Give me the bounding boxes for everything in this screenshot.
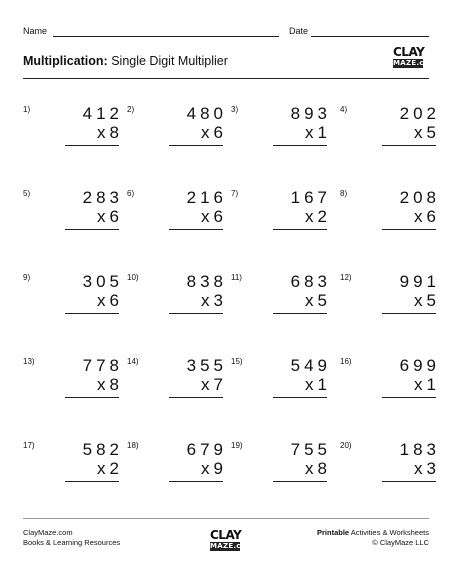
- claymaze-logo: [393, 45, 437, 68]
- problem-number: 13): [23, 357, 35, 366]
- problem-number: 12): [340, 273, 352, 282]
- multiplier: x6: [414, 207, 440, 226]
- multiplier: x2: [305, 207, 331, 226]
- multiplicand: 355: [186, 356, 227, 375]
- answer-line: [382, 481, 436, 482]
- multiplier: x8: [305, 459, 331, 478]
- answer-line: [273, 397, 327, 398]
- problem-number: 17): [23, 441, 35, 450]
- problem-number: 15): [231, 357, 243, 366]
- title-bold: Multiplication:: [23, 54, 108, 68]
- footer-site: ClayMaze.com: [23, 528, 73, 537]
- multiplier: x2: [97, 459, 123, 478]
- logo-line2: MAZE.com: [210, 542, 254, 550]
- logo-line1: CLAY: [393, 45, 425, 59]
- problem-3: [231, 105, 331, 160]
- problem-number: 9): [23, 273, 31, 282]
- footer-right: [317, 528, 429, 548]
- problem-17: [23, 441, 123, 496]
- problem-7: [231, 189, 331, 244]
- answer-line: [65, 481, 119, 482]
- answer-line: [382, 229, 436, 230]
- footer-rule: [23, 518, 429, 519]
- problem-number: 7): [231, 189, 239, 198]
- answer-line: [65, 397, 119, 398]
- answer-line: [382, 397, 436, 398]
- title-subtitle: Single Digit Multiplier: [111, 54, 228, 68]
- problem-number: 4): [340, 105, 348, 114]
- multiplier: x3: [414, 459, 440, 478]
- problem-14: [127, 357, 227, 412]
- problem-5: [23, 189, 123, 244]
- problem-19: [231, 441, 331, 496]
- logo-line2: MAZE.com: [393, 59, 437, 67]
- answer-line: [273, 145, 327, 146]
- answer-line: [382, 145, 436, 146]
- footer-tagline: Books & Learning Resources: [23, 537, 121, 547]
- multiplicand: 480: [186, 104, 227, 123]
- problem-number: 18): [127, 441, 139, 450]
- problem-16: [340, 357, 440, 412]
- worksheet-title: [23, 54, 228, 68]
- footer-left: [23, 528, 120, 548]
- answer-line: [169, 145, 223, 146]
- multiplier: x6: [201, 123, 227, 142]
- problem-12: [340, 273, 440, 328]
- multiplier: x5: [305, 291, 331, 310]
- footer-printable-rest: Activities & Worksheets: [350, 528, 429, 537]
- problem-9: [23, 273, 123, 328]
- multiplier: x5: [414, 291, 440, 310]
- footer-printable-bold: Printable: [317, 528, 350, 537]
- problem-11: [231, 273, 331, 328]
- multiplicand: 202: [399, 104, 440, 123]
- answer-line: [169, 397, 223, 398]
- multiplicand: 183: [399, 440, 440, 459]
- answer-line: [382, 313, 436, 314]
- problem-6: [127, 189, 227, 244]
- footer-copyright: © ClayMaze LLC: [372, 537, 429, 547]
- problem-15: [231, 357, 331, 412]
- date-label: Date: [289, 26, 309, 36]
- problem-10: [127, 273, 227, 328]
- multiplicand: 305: [82, 272, 123, 291]
- multiplier: x8: [97, 375, 123, 394]
- problem-number: 3): [231, 105, 239, 114]
- answer-line: [65, 313, 119, 314]
- multiplier: x8: [97, 123, 123, 142]
- multiplicand: 755: [290, 440, 331, 459]
- multiplier: x3: [201, 291, 227, 310]
- problem-8: [340, 189, 440, 244]
- problem-18: [127, 441, 227, 496]
- multiplier: x7: [201, 375, 227, 394]
- name-date-row: [23, 26, 429, 40]
- multiplicand: 699: [399, 356, 440, 375]
- problem-number: 6): [127, 189, 135, 198]
- multiplier: x1: [305, 123, 331, 142]
- date-line: [311, 36, 429, 37]
- problem-13: [23, 357, 123, 412]
- answer-line: [169, 313, 223, 314]
- multiplicand: 167: [290, 188, 331, 207]
- answer-line: [65, 145, 119, 146]
- problem-4: [340, 105, 440, 160]
- multiplier: x5: [414, 123, 440, 142]
- answer-line: [273, 313, 327, 314]
- name-label: Name: [23, 26, 48, 36]
- answer-line: [273, 481, 327, 482]
- problem-number: 1): [23, 105, 31, 114]
- multiplier: x9: [201, 459, 227, 478]
- multiplier: x6: [97, 291, 123, 310]
- name-line: [53, 36, 279, 37]
- problem-1: [23, 105, 123, 160]
- multiplicand: 208: [399, 188, 440, 207]
- multiplier: x1: [414, 375, 440, 394]
- problem-2: [127, 105, 227, 160]
- problem-number: 14): [127, 357, 139, 366]
- problem-number: 8): [340, 189, 348, 198]
- problem-number: 10): [127, 273, 139, 282]
- multiplier: x1: [305, 375, 331, 394]
- multiplicand: 679: [186, 440, 227, 459]
- multiplicand: 549: [290, 356, 331, 375]
- multiplicand: 582: [82, 440, 123, 459]
- problem-number: 20): [340, 441, 352, 450]
- multiplicand: 683: [290, 272, 331, 291]
- multiplier: x6: [97, 207, 123, 226]
- footer-printable: [317, 528, 429, 538]
- multiplicand: 893: [290, 104, 331, 123]
- multiplier: x6: [201, 207, 227, 226]
- answer-line: [65, 229, 119, 230]
- multiplicand: 412: [82, 104, 123, 123]
- multiplicand: 283: [82, 188, 123, 207]
- answer-line: [273, 229, 327, 230]
- multiplicand: 838: [186, 272, 227, 291]
- multiplicand: 216: [186, 188, 227, 207]
- multiplicand: 778: [82, 356, 123, 375]
- multiplicand: 991: [399, 272, 440, 291]
- header-rule: [23, 78, 429, 79]
- problem-number: 16): [340, 357, 352, 366]
- problem-number: 11): [231, 273, 242, 282]
- problem-number: 5): [23, 189, 31, 198]
- problem-20: [340, 441, 440, 496]
- logo-line1: CLAY: [210, 528, 242, 542]
- problem-number: 19): [231, 441, 243, 450]
- answer-line: [169, 481, 223, 482]
- answer-line: [169, 229, 223, 230]
- claymaze-logo-footer: [210, 528, 254, 551]
- problem-number: 2): [127, 105, 135, 114]
